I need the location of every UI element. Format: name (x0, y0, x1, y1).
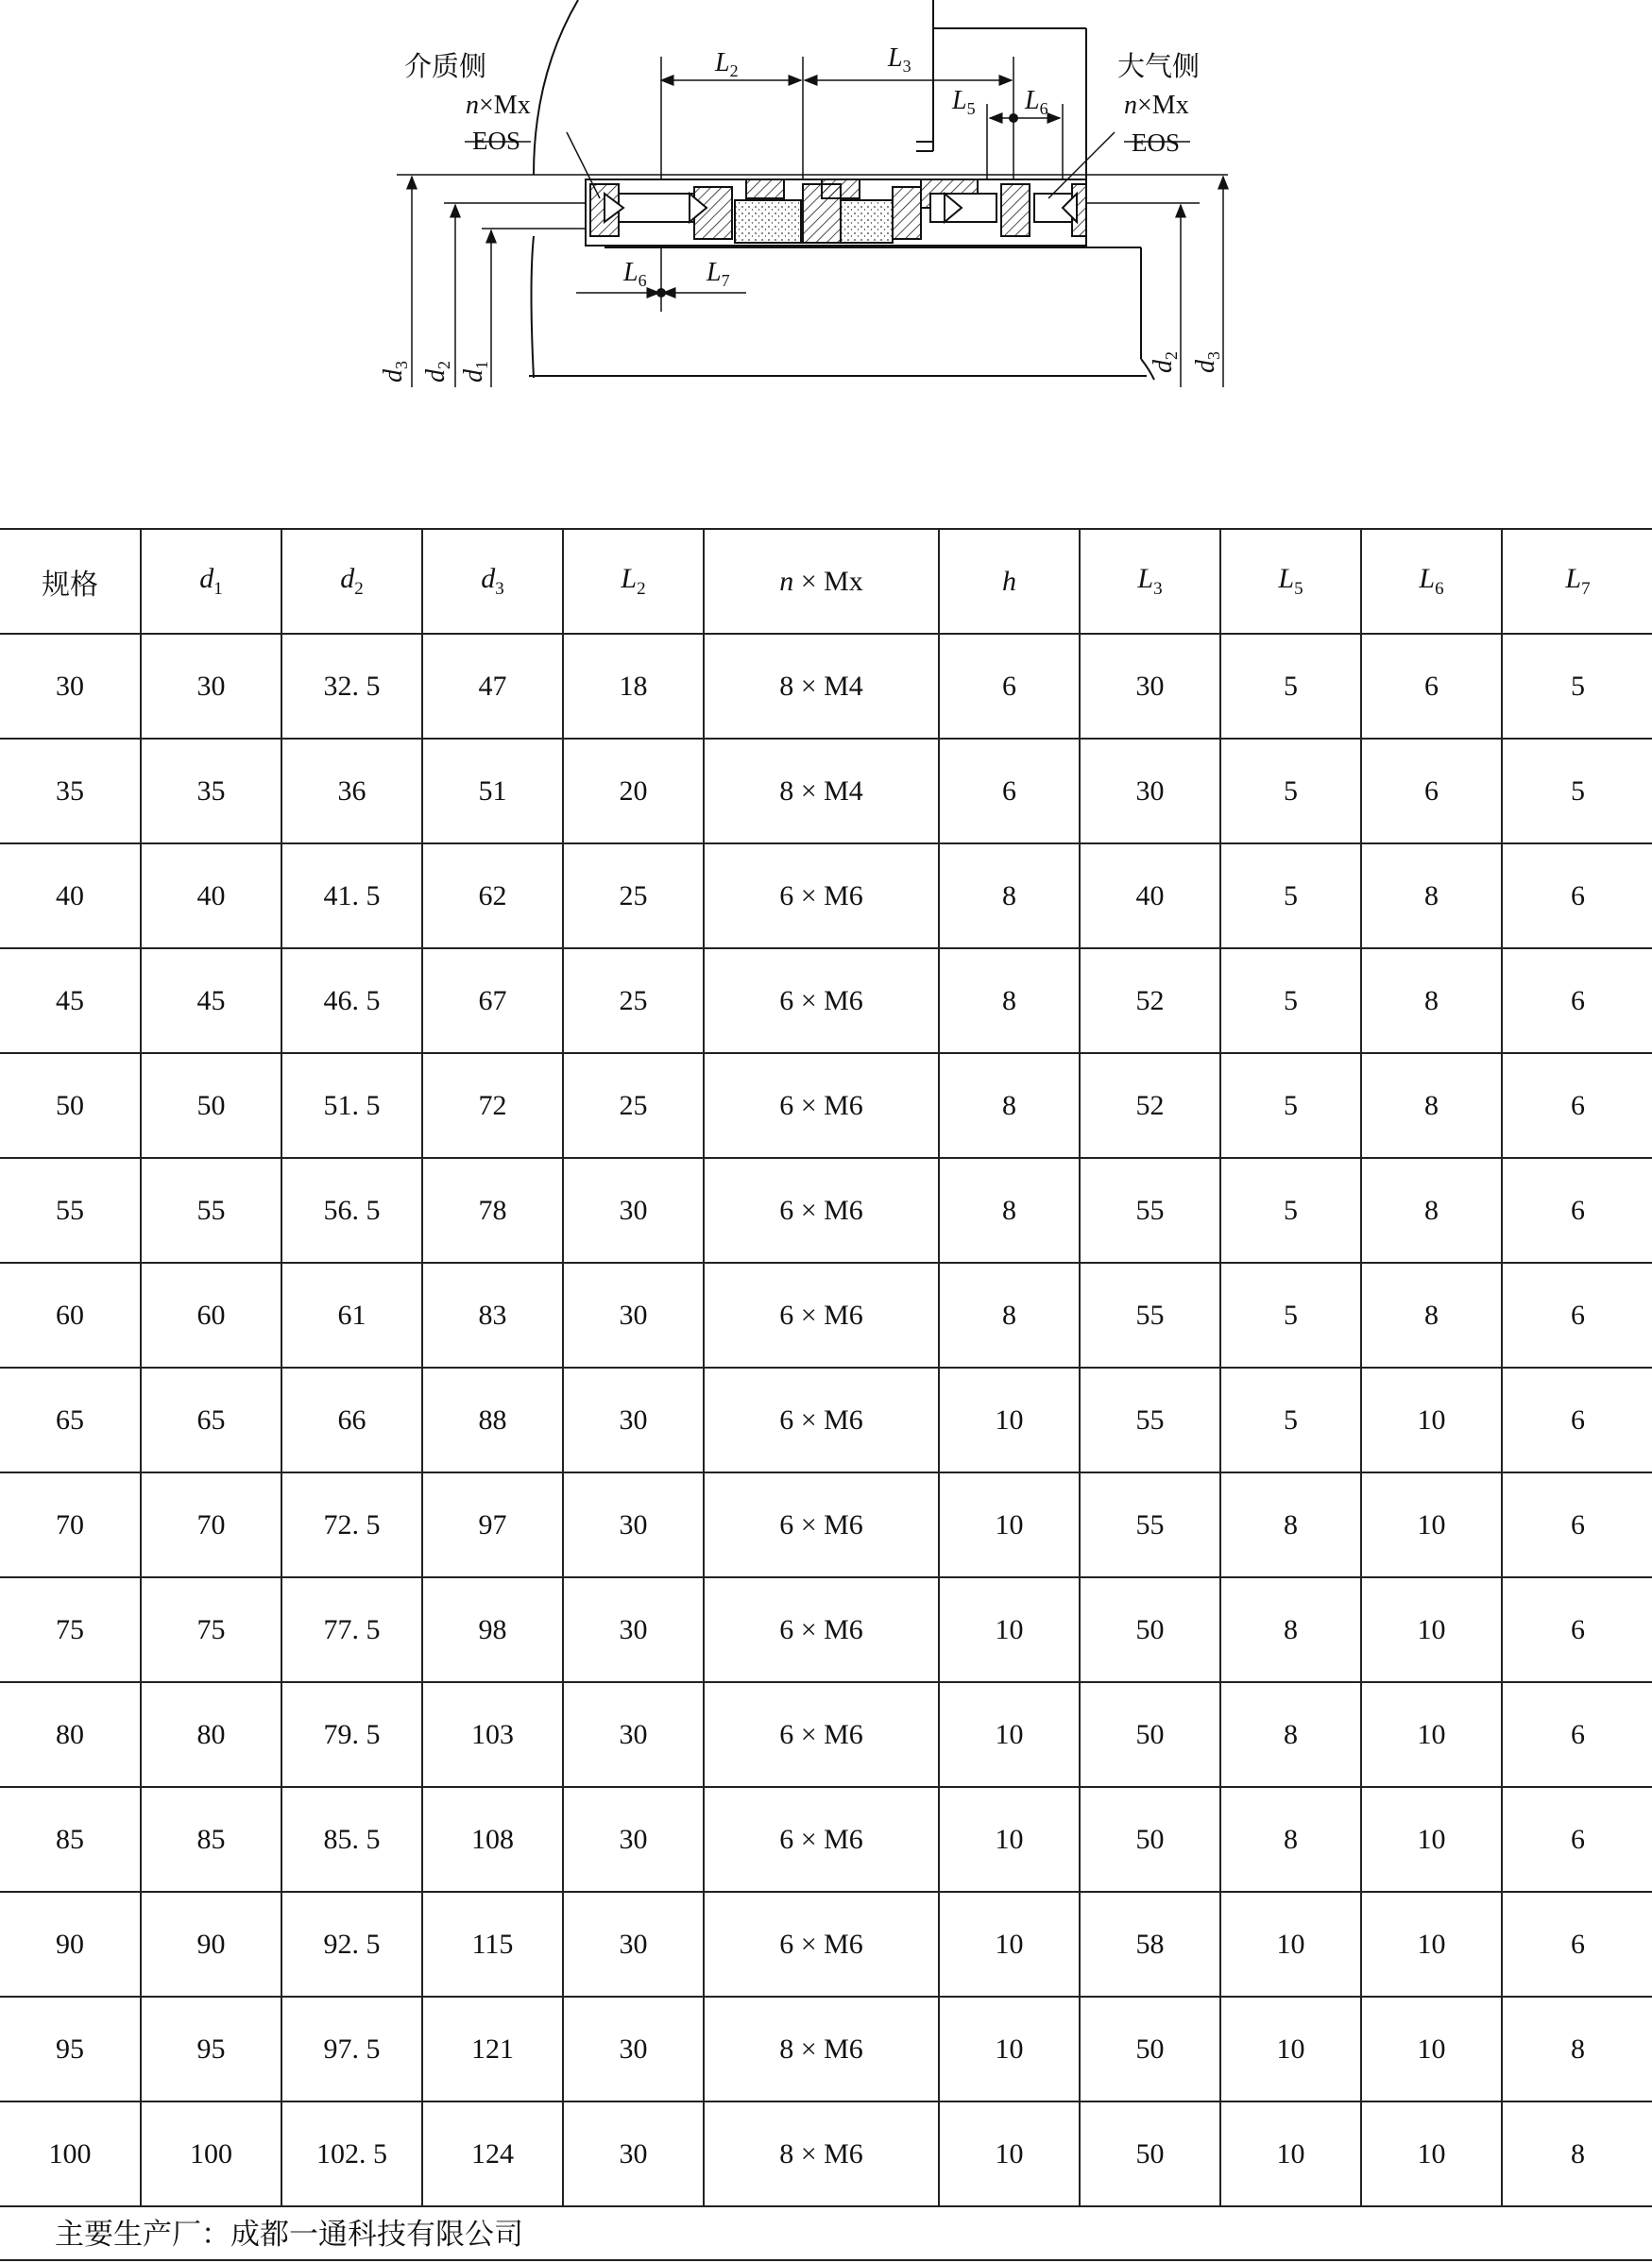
table-cell: 6 (1502, 1682, 1652, 1787)
table-row (0, 1158, 1652, 1263)
header-symbol: L (1419, 563, 1436, 594)
table-cell: 30 (563, 1263, 704, 1368)
table-cell: 45 (141, 948, 281, 1053)
table-row (0, 634, 1652, 739)
table-cell: 8 × M4 (704, 739, 939, 843)
table-row (0, 948, 1652, 1053)
table-cell: 10 (939, 1892, 1080, 1997)
table-cell: 10 (1220, 1892, 1361, 1997)
header-symbol: d (481, 563, 496, 594)
table-cell: 70 (141, 1472, 281, 1577)
column-header (281, 529, 422, 634)
table-cell: 5 (1502, 739, 1652, 843)
table-cell: 8 (1220, 1577, 1361, 1682)
column-header (704, 529, 939, 634)
header-subscript: 7 (1581, 579, 1591, 599)
table-cell: 35 (141, 739, 281, 843)
header-symbol: L (1278, 563, 1295, 594)
table-cell: 8 (939, 1158, 1080, 1263)
seal-cross-section (359, 0, 1247, 397)
header-subscript: 2 (637, 579, 646, 599)
table-cell: 6 × M6 (704, 948, 939, 1053)
table-cell: 8 (1361, 1263, 1502, 1368)
table-cell: 6 (1502, 843, 1652, 948)
table-cell: 5 (1220, 634, 1361, 739)
table-cell: 5 (1220, 1263, 1361, 1368)
header-subscript: 5 (1294, 579, 1303, 599)
table-cell: 8 (1361, 1158, 1502, 1263)
table-cell: 6 × M6 (704, 1787, 939, 1892)
table-cell: 124 (422, 2101, 563, 2206)
header-symbol: d (340, 563, 355, 594)
table-cell: 10 (1361, 1682, 1502, 1787)
table-cell: 8 × M4 (704, 634, 939, 739)
header-subscript: 6 (1435, 579, 1444, 599)
table-cell: 51. 5 (281, 1053, 422, 1158)
table-cell: 79. 5 (281, 1682, 422, 1787)
table-cell: 30 (1080, 634, 1220, 739)
column-header (1080, 529, 1220, 634)
header-text: 规格 (42, 569, 98, 601)
table-cell: 95 (141, 1997, 281, 2101)
table-cell: 5 (1220, 1053, 1361, 1158)
table-cell: 50 (1080, 2101, 1220, 2206)
table-cell: 30 (563, 1577, 704, 1682)
table-cell: 8 (1220, 1787, 1361, 1892)
table-cell: 55 (141, 1158, 281, 1263)
table-cell: 50 (1080, 1682, 1220, 1787)
column-header (1361, 529, 1502, 634)
header-symbol: L (1137, 563, 1154, 594)
table-cell: 10 (939, 1997, 1080, 2101)
table-cell: 115 (422, 1892, 563, 1997)
header-subscript: 2 (354, 579, 364, 599)
table-cell: 108 (422, 1787, 563, 1892)
table-cell: 8 (1220, 1682, 1361, 1787)
table-cell: 66 (281, 1368, 422, 1472)
table-cell: 55 (0, 1158, 141, 1263)
header-symbol: d (199, 563, 214, 594)
table-cell: 98 (422, 1577, 563, 1682)
table-row (0, 1368, 1652, 1472)
table-row (0, 1577, 1652, 1682)
table-cell: 50 (1080, 1997, 1220, 2101)
table-cell: 90 (141, 1892, 281, 1997)
table-cell: 25 (563, 948, 704, 1053)
table-cell: 10 (939, 1368, 1080, 1472)
table-cell: 83 (422, 1263, 563, 1368)
table-cell: 10 (1361, 1577, 1502, 1682)
table-cell: 30 (563, 1787, 704, 1892)
table-cell: 5 (1220, 739, 1361, 843)
table-cell: 40 (1080, 843, 1220, 948)
header-subscript: 1 (213, 579, 223, 599)
spec-table (0, 528, 1652, 2207)
table-cell: 30 (563, 1997, 704, 2101)
table-cell: 52 (1080, 1053, 1220, 1158)
table-cell: 8 (1502, 2101, 1652, 2206)
table-cell: 30 (1080, 739, 1220, 843)
header-subscript: 3 (1153, 579, 1163, 599)
seal-body (586, 179, 1086, 246)
table-cell: 60 (141, 1263, 281, 1368)
right-eos-label: EOS (1132, 128, 1181, 157)
table-cell: 102. 5 (281, 2101, 422, 2206)
table-cell: 6 × M6 (704, 843, 939, 948)
table-cell: 97. 5 (281, 1997, 422, 2101)
table-cell: 50 (141, 1053, 281, 1158)
table-cell: 30 (563, 1682, 704, 1787)
table-cell: 8 (939, 948, 1080, 1053)
table-cell: 6 (1502, 1368, 1652, 1472)
dim-l6-bottom-label: $L_6$ (623, 258, 647, 290)
header-subscript: 3 (495, 579, 504, 599)
l6-l7-datum-dot (656, 288, 666, 298)
table-cell: 92. 5 (281, 1892, 422, 1997)
table-cell: 30 (141, 634, 281, 739)
header-text: × Mx (793, 565, 863, 597)
table-cell: 5 (1220, 1158, 1361, 1263)
table-cell: 85. 5 (281, 1787, 422, 1892)
table-cell: 80 (0, 1682, 141, 1787)
table-cell: 77. 5 (281, 1577, 422, 1682)
column-header (422, 529, 563, 634)
table-cell: 10 (939, 1577, 1080, 1682)
table-cell: 8 (939, 1263, 1080, 1368)
table-row (0, 1263, 1652, 1368)
column-header (939, 529, 1080, 634)
table-row (0, 843, 1652, 948)
left-eos-label: EOS (472, 127, 521, 155)
bottom-rule (0, 2259, 1652, 2261)
table-cell: 67 (422, 948, 563, 1053)
table-row (0, 739, 1652, 843)
table-cell: 61 (281, 1263, 422, 1368)
table-cell: 52 (1080, 948, 1220, 1053)
table-cell: 30 (563, 1892, 704, 1997)
table-cell: 30 (563, 1158, 704, 1263)
table-cell: 10 (1361, 1997, 1502, 2101)
table-cell: 6 × M6 (704, 1577, 939, 1682)
table-cell: 25 (563, 843, 704, 948)
dim-l3-label: $L_3$ (888, 43, 911, 76)
column-header (563, 529, 704, 634)
table-cell: 6 × M6 (704, 1158, 939, 1263)
header-symbol: h (1002, 565, 1016, 597)
table-cell: 70 (0, 1472, 141, 1577)
dim-l7-label: $L_7$ (707, 258, 730, 290)
table-cell: 100 (141, 2101, 281, 2206)
table-cell: 60 (0, 1263, 141, 1368)
table-row (0, 1682, 1652, 1787)
table-cell: 8 (1361, 843, 1502, 948)
column-header (0, 529, 141, 634)
table-cell: 55 (1080, 1368, 1220, 1472)
table-cell: 75 (0, 1577, 141, 1682)
table-cell: 46. 5 (281, 948, 422, 1053)
table-cell: 8 (1220, 1472, 1361, 1577)
table-body (0, 634, 1652, 2206)
dim-l5-label: $L_5$ (952, 86, 976, 118)
table-cell: 80 (141, 1682, 281, 1787)
table-cell: 75 (141, 1577, 281, 1682)
column-header (1220, 529, 1361, 634)
table-row (0, 1892, 1652, 1997)
table-cell: 40 (141, 843, 281, 948)
table-cell: 30 (563, 1472, 704, 1577)
table-cell: 97 (422, 1472, 563, 1577)
table-cell: 65 (0, 1368, 141, 1472)
table-cell: 6 × M6 (704, 1472, 939, 1577)
table-cell: 50 (1080, 1577, 1220, 1682)
table-cell: 5 (1502, 634, 1652, 739)
table-cell: 6 (1502, 1158, 1652, 1263)
table-cell: 6 × M6 (704, 1368, 939, 1472)
table-cell: 8 (939, 1053, 1080, 1158)
table-cell: 30 (563, 2101, 704, 2206)
seal-drawing (359, 0, 1247, 397)
table-cell: 6 (1361, 634, 1502, 739)
table-cell: 6 (1502, 1263, 1652, 1368)
table-cell: 100 (0, 2101, 141, 2206)
table-cell: 10 (939, 1787, 1080, 1892)
table-cell: 10 (1361, 1892, 1502, 1997)
table-cell: 55 (1080, 1472, 1220, 1577)
table-cell: 35 (0, 739, 141, 843)
table-row (0, 1997, 1652, 2101)
table-cell: 6 (939, 739, 1080, 843)
table-cell: 10 (1220, 2101, 1361, 2206)
left-thread-label: n×Mx (466, 91, 531, 120)
table-cell: 20 (563, 739, 704, 843)
table-cell: 10 (939, 2101, 1080, 2206)
table-cell: 58 (1080, 1892, 1220, 1997)
table-cell: 88 (422, 1368, 563, 1472)
table-cell: 72. 5 (281, 1472, 422, 1577)
column-header (141, 529, 281, 634)
table-row (0, 2101, 1652, 2206)
table-cell: 40 (0, 843, 141, 948)
table-cell: 6 × M6 (704, 1682, 939, 1787)
table-cell: 10 (1361, 1787, 1502, 1892)
dim-d2-right-label: $d_2$ (1149, 351, 1181, 373)
table-cell: 50 (1080, 1787, 1220, 1892)
table-cell: 5 (1220, 843, 1361, 948)
dim-d2-left-label: $d_2$ (421, 361, 453, 383)
table-cell: 8 × M6 (704, 1997, 939, 2101)
table-cell: 65 (141, 1368, 281, 1472)
table-cell: 6 × M6 (704, 1892, 939, 1997)
table-cell: 6 (939, 634, 1080, 739)
table-cell: 85 (0, 1787, 141, 1892)
table-cell: 8 (939, 843, 1080, 948)
table-cell: 32. 5 (281, 634, 422, 739)
table-cell: 47 (422, 634, 563, 739)
table-cell: 10 (1220, 1997, 1361, 2101)
table-cell: 6 (1361, 739, 1502, 843)
atmosphere-side-label: 大气侧 (1117, 52, 1201, 82)
table-cell: 36 (281, 739, 422, 843)
table-header-row (0, 529, 1652, 634)
table-cell: 18 (563, 634, 704, 739)
right-thread-label: n×Mx (1124, 91, 1189, 120)
table-cell: 62 (422, 843, 563, 948)
table-cell: 8 (1361, 948, 1502, 1053)
header-symbol: L (1565, 563, 1582, 594)
table-cell: 6 × M6 (704, 1263, 939, 1368)
header-symbol: L (621, 563, 638, 594)
table-row (0, 1472, 1652, 1577)
table-cell: 10 (939, 1682, 1080, 1787)
table-cell: 51 (422, 739, 563, 843)
table-cell: 6 (1502, 1577, 1652, 1682)
table-cell: 6 (1502, 948, 1652, 1053)
header-symbol: n (779, 565, 794, 597)
table-cell: 6 (1502, 1787, 1652, 1892)
table-cell: 10 (939, 1472, 1080, 1577)
table-cell: 10 (1361, 1472, 1502, 1577)
table-cell: 6 × M6 (704, 1053, 939, 1158)
table-cell: 41. 5 (281, 843, 422, 948)
dim-d3-left-label: $d_3$ (379, 361, 411, 383)
table-cell: 6 (1502, 1053, 1652, 1158)
dim-d3-right-label: $d_3$ (1191, 351, 1223, 373)
table-cell: 90 (0, 1892, 141, 1997)
table-cell: 8 (1361, 1053, 1502, 1158)
dim-l6-top-label: $L_6$ (1025, 86, 1048, 118)
table-cell: 25 (563, 1053, 704, 1158)
l6-datum-dot (1009, 113, 1018, 123)
table-cell: 6 (1502, 1892, 1652, 1997)
table-cell: 55 (1080, 1158, 1220, 1263)
column-header (1502, 529, 1652, 634)
table-cell: 8 × M6 (704, 2101, 939, 2206)
table-cell: 30 (563, 1368, 704, 1472)
table-cell: 5 (1220, 948, 1361, 1053)
table-cell: 45 (0, 948, 141, 1053)
table-cell: 56. 5 (281, 1158, 422, 1263)
dim-l2-label: $L_2$ (715, 48, 739, 80)
table-cell: 6 (1502, 1472, 1652, 1577)
table-cell: 30 (0, 634, 141, 739)
dim-d1-label: $d_1$ (459, 361, 491, 383)
table-row (0, 1787, 1652, 1892)
table-cell: 103 (422, 1682, 563, 1787)
table-cell: 10 (1361, 2101, 1502, 2206)
table-cell: 78 (422, 1158, 563, 1263)
table-cell: 10 (1361, 1368, 1502, 1472)
table-cell: 50 (0, 1053, 141, 1158)
table-cell: 121 (422, 1997, 563, 2101)
table-cell: 55 (1080, 1263, 1220, 1368)
table-cell: 5 (1220, 1368, 1361, 1472)
medium-side-label: 介质侧 (404, 52, 487, 82)
table-cell: 8 (1502, 1997, 1652, 2101)
manufacturer-note: 主要生产厂：成都一通科技有限公司 (55, 2218, 523, 2252)
table-cell: 72 (422, 1053, 563, 1158)
table-cell: 85 (141, 1787, 281, 1892)
table-row (0, 1053, 1652, 1158)
table-cell: 95 (0, 1997, 141, 2101)
